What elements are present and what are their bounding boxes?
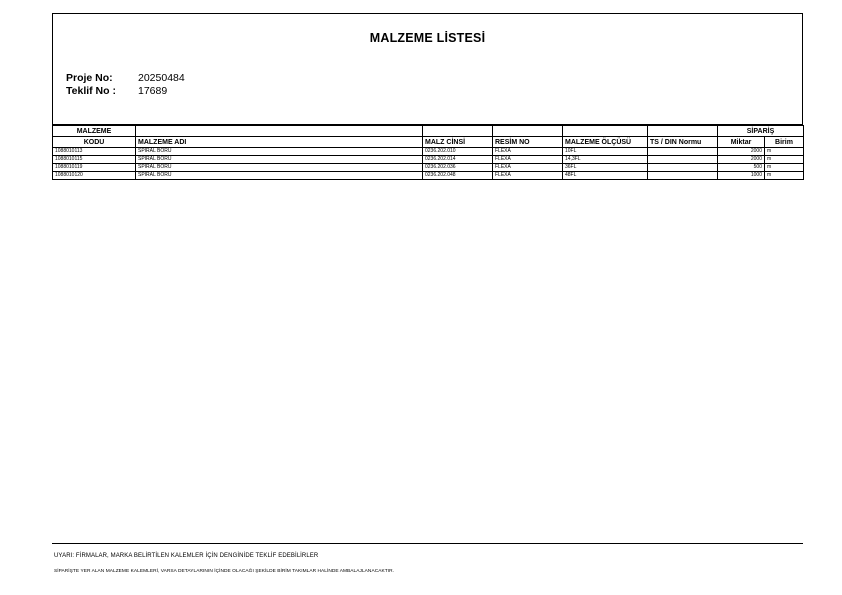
table-row xyxy=(53,156,804,164)
header-type-top xyxy=(423,126,493,137)
footer-packaging-note: SİPARİŞTE YER ALAN MALZEME KALEMLERİ, VARSA DETAYLARININ İÇİNDE OLACAĞI ŞEKİLDE BİRİM TAKIMLAR HALİNDE AMBALAJLANACAKTIR. xyxy=(54,569,394,574)
header-norm-top xyxy=(648,126,718,137)
row-size: 14,3FL xyxy=(563,156,648,164)
row-type: 0236.202.036 xyxy=(423,164,493,172)
table-row xyxy=(53,172,804,180)
row-code: 1088010113 xyxy=(53,148,136,156)
header-name-top xyxy=(136,126,423,137)
header-type: MALZ CİNSİ xyxy=(423,137,493,148)
row-drawing: FLEXA xyxy=(493,172,563,180)
header-top-border-right xyxy=(607,13,803,14)
row-unit: m xyxy=(765,172,804,180)
row-type: 0236.202.014 xyxy=(423,156,493,164)
project-number-label: Proje No: xyxy=(66,72,113,84)
row-code: 1088010120 xyxy=(53,172,136,180)
row-norm xyxy=(648,156,718,164)
page-title: MALZEME LİSTESİ xyxy=(369,31,486,45)
row-unit: m xyxy=(765,164,804,172)
header-top-border xyxy=(52,13,607,14)
row-norm xyxy=(648,172,718,180)
header-code-top: MALZEME xyxy=(53,126,136,137)
header-qty: Miktar xyxy=(718,137,765,148)
row-norm xyxy=(648,164,718,172)
table-row xyxy=(53,148,804,156)
row-size: 48FL xyxy=(563,172,648,180)
row-qty: 2000 xyxy=(718,156,765,164)
header-size: MALZEME ÖLÇÜSÜ xyxy=(563,137,648,148)
row-name: SPIRAL BORU xyxy=(136,148,423,156)
footer-warning: UYARI: FİRMALAR, MARKA BELİRTİLEN KALEMLER İÇİN DENGİNİDE TEKLİF EDEBİLİRLER xyxy=(54,553,319,559)
row-drawing: FLEXA xyxy=(493,164,563,172)
material-table xyxy=(52,125,804,180)
row-name: SPIRAL BORU xyxy=(136,172,423,180)
row-drawing: FLEXA xyxy=(493,156,563,164)
header-unit: Birim xyxy=(765,137,804,148)
header-box xyxy=(52,13,803,125)
header-order: SİPARİŞ xyxy=(718,126,804,137)
row-code: 1088010119 xyxy=(53,164,136,172)
header-code: KODU xyxy=(53,137,136,148)
row-code: 1088010115 xyxy=(53,156,136,164)
row-name: SPIRAL BORU xyxy=(136,164,423,172)
row-name: SPIRAL BORU xyxy=(136,156,423,164)
header-drawing-top xyxy=(493,126,563,137)
row-qty: 500 xyxy=(718,164,765,172)
table-row xyxy=(53,164,804,172)
header-norm: TS / DIN Normu xyxy=(648,137,718,148)
row-size: 10FL xyxy=(563,148,648,156)
offer-number-label: Teklif No : xyxy=(66,85,116,97)
row-unit: m xyxy=(765,156,804,164)
row-size: 36FL xyxy=(563,164,648,172)
row-unit: m xyxy=(765,148,804,156)
row-qty: 1000 xyxy=(718,172,765,180)
row-type: 0236.202.010 xyxy=(423,148,493,156)
project-number-value: 20250484 xyxy=(138,72,185,84)
row-drawing: FLEXA xyxy=(493,148,563,156)
offer-number-value: 17689 xyxy=(138,85,168,97)
row-norm xyxy=(648,148,718,156)
header-size-top xyxy=(563,126,648,137)
row-qty: 2000 xyxy=(718,148,765,156)
header-drawing: RESİM NO xyxy=(493,137,563,148)
footer-divider xyxy=(52,543,803,544)
header-name: MALZEME ADI xyxy=(136,137,423,148)
row-type: 0236.202.048 xyxy=(423,172,493,180)
